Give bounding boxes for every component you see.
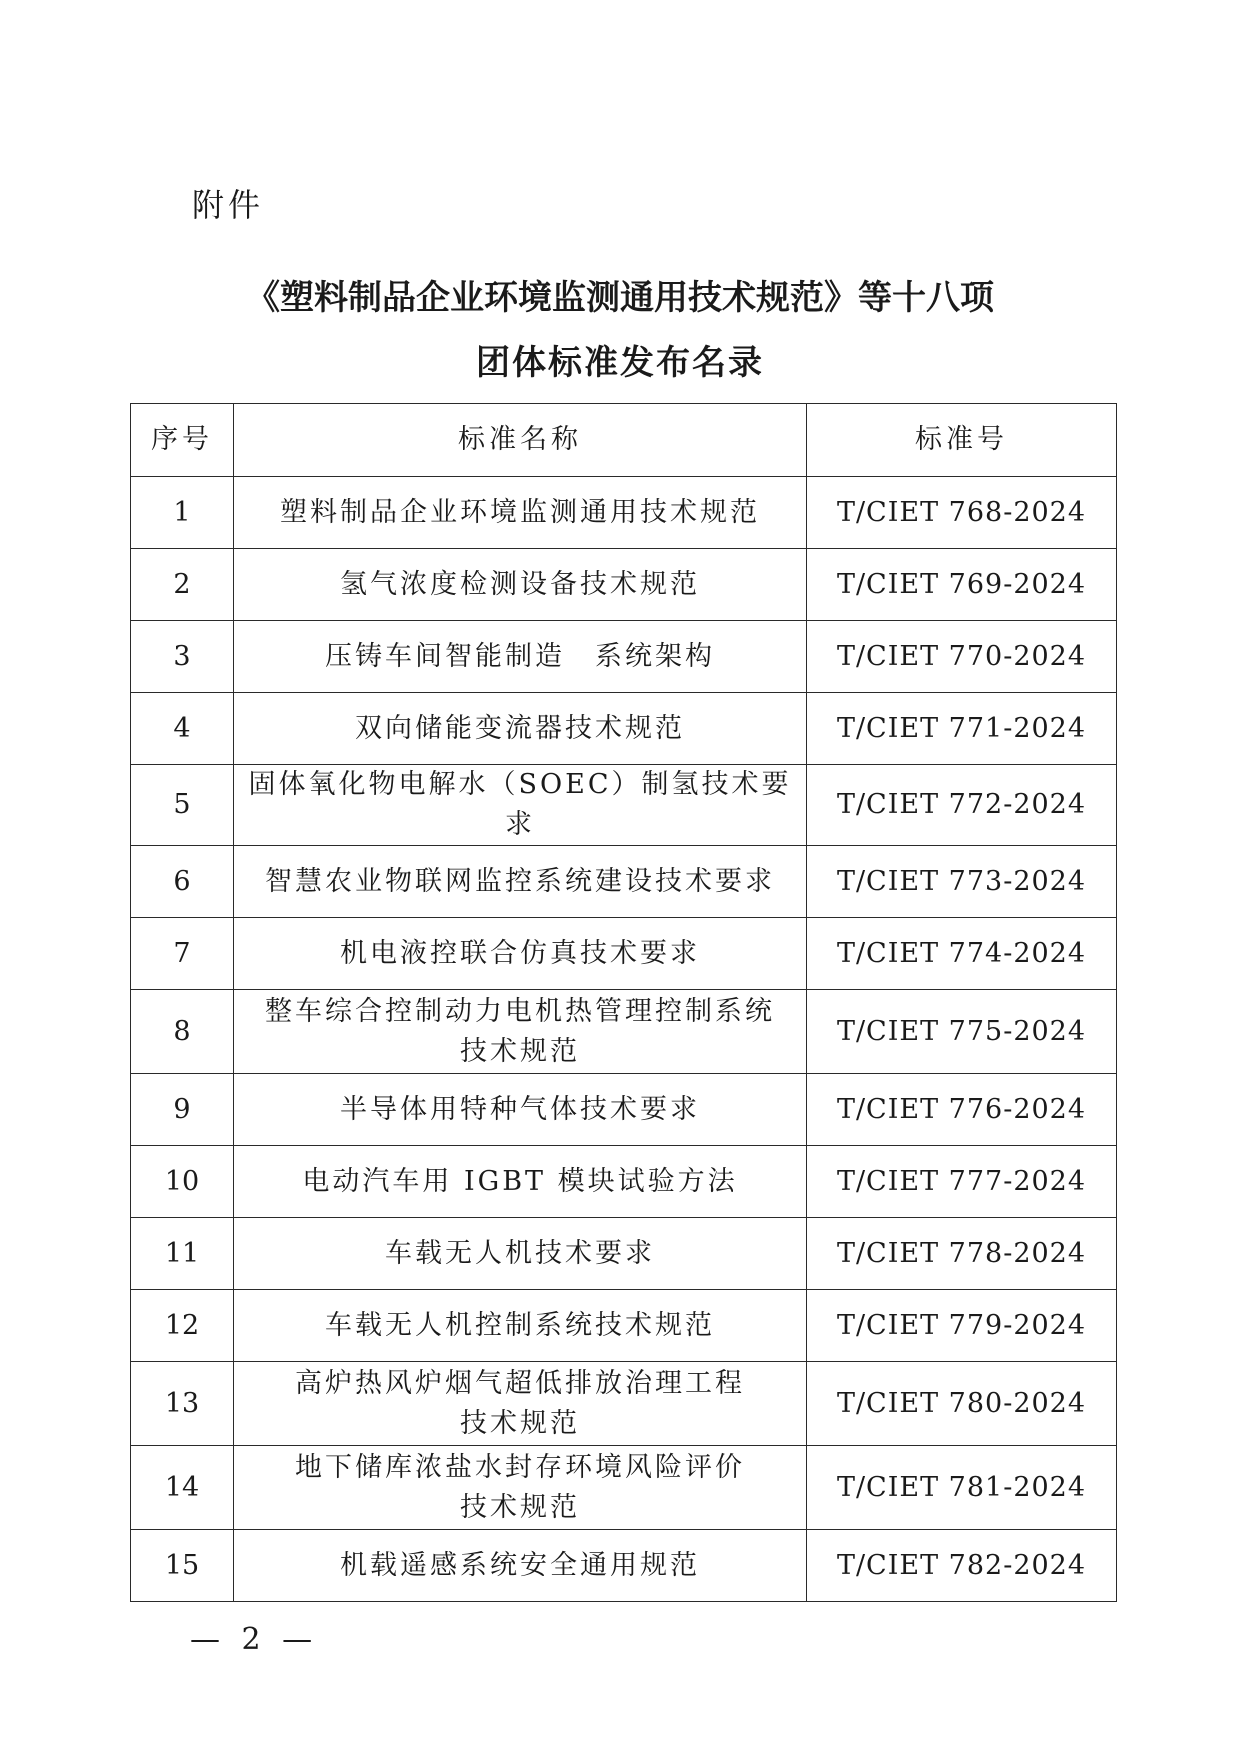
table-row <box>131 1446 1117 1530</box>
page-number: — 2 — <box>190 1622 319 1657</box>
header-serial-number: 序号 <box>131 404 234 477</box>
standard-name-line2: 技术规范 <box>460 1407 580 1439</box>
standard-code: T/CIET 779-2024 <box>807 1290 1117 1362</box>
standard-code: T/CIET 773-2024 <box>807 846 1117 918</box>
table-row <box>131 693 1117 765</box>
standard-name: 车载无人机技术要求 <box>234 1218 807 1290</box>
table-row <box>131 549 1117 621</box>
table-row <box>131 765 1117 846</box>
row-number: 10 <box>131 1146 234 1218</box>
standard-name: 半导体用特种气体技术要求 <box>234 1074 807 1146</box>
row-number: 9 <box>131 1074 234 1146</box>
standard-code: T/CIET 776-2024 <box>807 1074 1117 1146</box>
row-number: 14 <box>131 1446 234 1530</box>
table-row <box>131 621 1117 693</box>
row-number: 13 <box>131 1362 234 1446</box>
standard-name: 电动汽车用 IGBT 模块试验方法 <box>234 1146 807 1218</box>
standard-code: T/CIET 778-2024 <box>807 1218 1117 1290</box>
standard-name-line1: 高炉热风炉烟气超低排放治理工程 <box>295 1367 745 1399</box>
standard-code: T/CIET 772-2024 <box>807 765 1117 846</box>
standard-code: T/CIET 780-2024 <box>807 1362 1117 1446</box>
standard-code: T/CIET 769-2024 <box>807 549 1117 621</box>
standard-name: 固体氧化物电解水（SOEC）制氢技术要求 <box>234 765 807 846</box>
standard-name: 氢气浓度检测设备技术规范 <box>234 549 807 621</box>
standard-name: 双向储能变流器技术规范 <box>234 693 807 765</box>
row-number: 4 <box>131 693 234 765</box>
table-row <box>131 846 1117 918</box>
row-number: 12 <box>131 1290 234 1362</box>
table-row <box>131 1290 1117 1362</box>
standard-code: T/CIET 777-2024 <box>807 1146 1117 1218</box>
table-row <box>131 1530 1117 1602</box>
header-standard-code: 标准号 <box>807 404 1117 477</box>
row-number: 8 <box>131 990 234 1074</box>
standard-name-line1: 地下储库浓盐水封存环境风险评价 <box>295 1451 745 1483</box>
header-standard-name: 标准名称 <box>234 404 807 477</box>
table-row <box>131 1074 1117 1146</box>
table-row <box>131 918 1117 990</box>
standards-table <box>130 403 1117 1602</box>
row-number: 7 <box>131 918 234 990</box>
standard-code: T/CIET 775-2024 <box>807 990 1117 1074</box>
standard-code: T/CIET 782-2024 <box>807 1530 1117 1602</box>
attachment-label: 附件 <box>192 186 265 224</box>
standard-name: 机电液控联合仿真技术要求 <box>234 918 807 990</box>
standard-code: T/CIET 774-2024 <box>807 918 1117 990</box>
row-number: 3 <box>131 621 234 693</box>
row-number: 2 <box>131 549 234 621</box>
standard-code: T/CIET 768-2024 <box>807 477 1117 549</box>
row-number: 5 <box>131 765 234 846</box>
standard-name-line2: 技术规范 <box>460 1035 580 1067</box>
standard-name: 压铸车间智能制造 系统架构 <box>234 621 807 693</box>
table-header-row <box>131 404 1117 477</box>
standard-code: T/CIET 771-2024 <box>807 693 1117 765</box>
row-number: 15 <box>131 1530 234 1602</box>
standard-code: T/CIET 770-2024 <box>807 621 1117 693</box>
standard-name <box>234 1362 807 1446</box>
table-row <box>131 1146 1117 1218</box>
table-row <box>131 477 1117 549</box>
row-number: 1 <box>131 477 234 549</box>
standard-name <box>234 1446 807 1530</box>
row-number: 6 <box>131 846 234 918</box>
standard-name-line1: 整车综合控制动力电机热管理控制系统 <box>265 995 775 1027</box>
standard-name: 塑料制品企业环境监测通用技术规范 <box>234 477 807 549</box>
document-title-line1: 《塑料制品企业环境监测通用技术规范》等十八项 <box>246 278 994 318</box>
standard-code: T/CIET 781-2024 <box>807 1446 1117 1530</box>
standard-name: 车载无人机控制系统技术规范 <box>234 1290 807 1362</box>
row-number: 11 <box>131 1218 234 1290</box>
table-row <box>131 1362 1117 1446</box>
table-row <box>131 990 1117 1074</box>
table-row <box>131 1218 1117 1290</box>
standard-name-line2: 技术规范 <box>460 1491 580 1523</box>
document-title-line2: 团体标准发布名录 <box>476 343 764 383</box>
standard-name <box>234 990 807 1074</box>
standard-name: 机载遥感系统安全通用规范 <box>234 1530 807 1602</box>
standard-name: 智慧农业物联网监控系统建设技术要求 <box>234 846 807 918</box>
